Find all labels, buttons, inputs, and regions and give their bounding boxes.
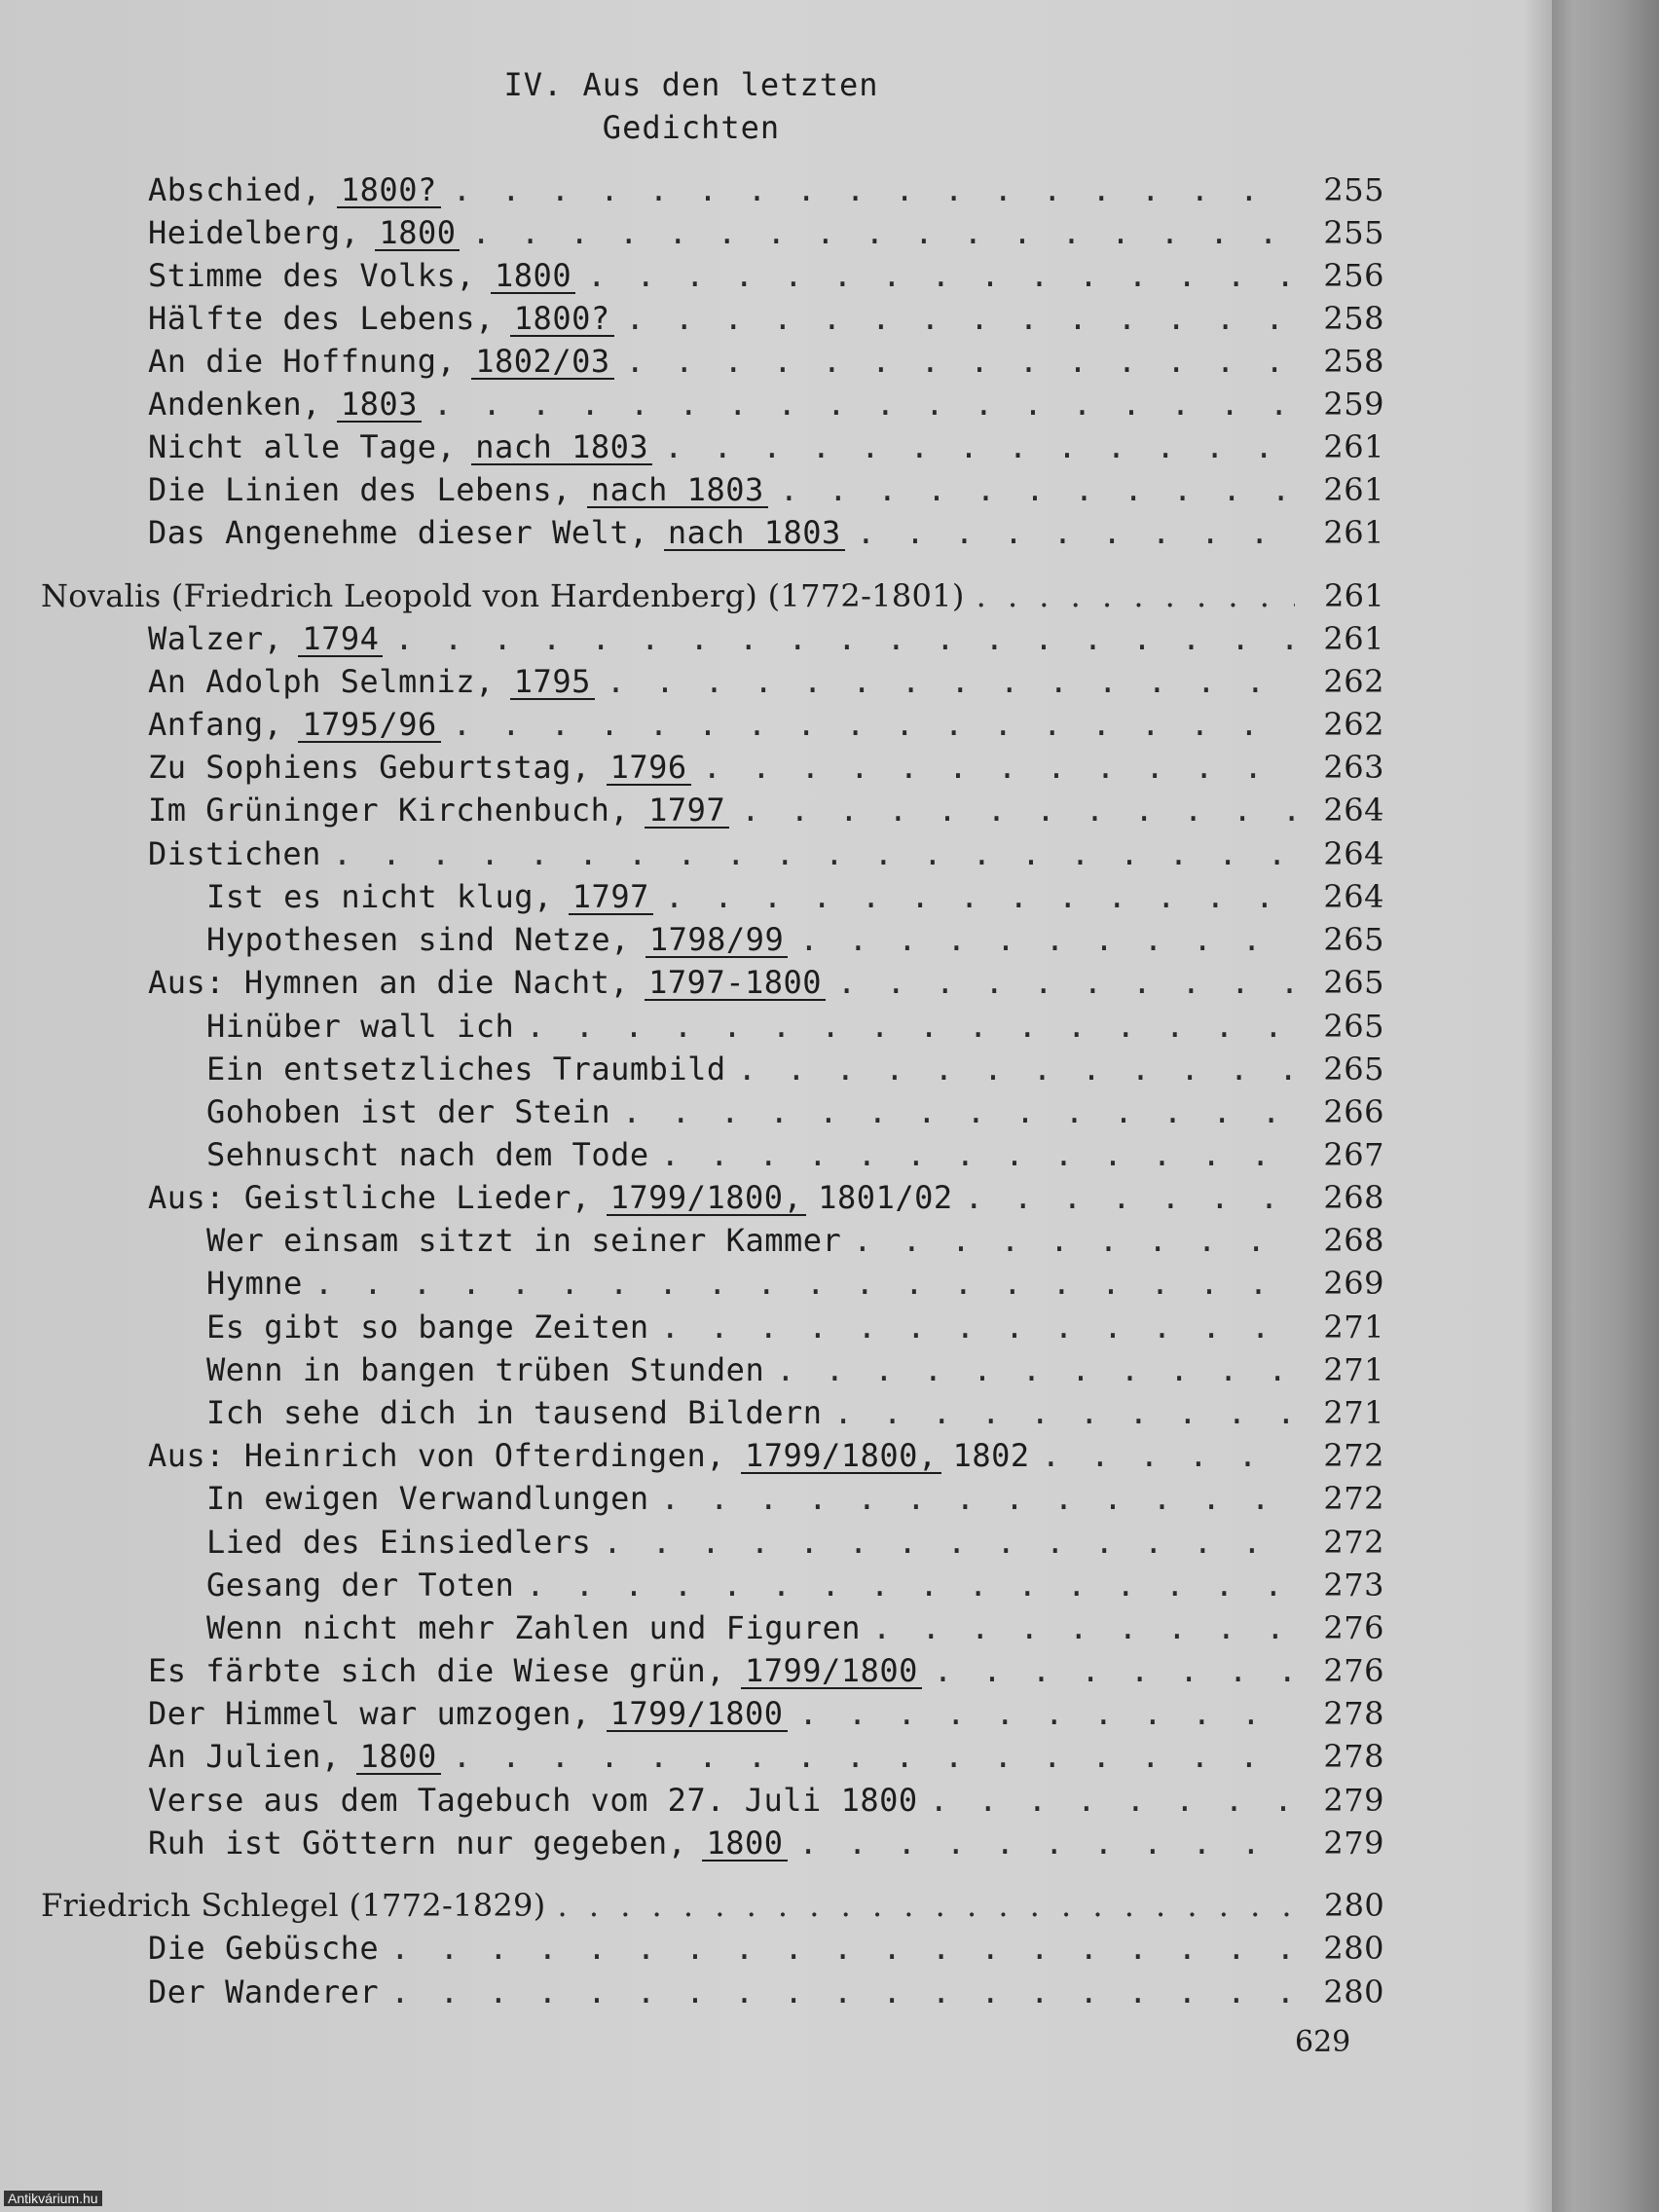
entry-date: 1795/96 [298, 708, 440, 743]
dot-leader [453, 1737, 1295, 1776]
entry-page: 261 [1324, 577, 1384, 614]
toc-entry-row [206, 1221, 1384, 1260]
dot-leader [1042, 1436, 1295, 1475]
dot-leader [661, 1135, 1295, 1174]
entry-page: 268 [1323, 1179, 1384, 1216]
dot-leader [661, 1479, 1295, 1518]
toc-entry-row [148, 748, 1384, 787]
dot-leader [626, 342, 1295, 381]
entry-page: 263 [1323, 749, 1384, 786]
dot-leader [314, 1264, 1295, 1303]
dot-leader [453, 170, 1295, 209]
entry-date: 1797 [569, 880, 653, 915]
toc-entry-row [148, 705, 1384, 744]
entry-title: Zu Sophiens Geburtstag, [148, 749, 591, 786]
entry-page: 264 [1323, 835, 1384, 872]
entry-title: Nicht alle Tage, [148, 428, 457, 465]
entry-page: 261 [1323, 620, 1384, 657]
entry-title: Das Angenehme dieser Welt, [148, 514, 648, 551]
dot-leader [333, 834, 1295, 873]
toc-author-row [41, 576, 1384, 615]
entry-date: 1795 [510, 665, 595, 700]
dot-leader [453, 705, 1295, 744]
entry-date: 1800 [375, 216, 460, 251]
toc-entry-row [206, 1350, 1384, 1389]
dot-leader [394, 619, 1295, 658]
entry-page: 280 [1324, 1887, 1384, 1924]
entry-title: Der Himmel war umzogen, [148, 1695, 591, 1732]
dot-leader [776, 1350, 1295, 1389]
entry-page: 280 [1323, 1930, 1384, 1967]
entry-title: Hymne [206, 1265, 303, 1302]
entry-title: Ruh ist Göttern nur gegeben, [148, 1825, 687, 1862]
entry-title: Es färbte sich die Wiese grün, [148, 1652, 725, 1689]
entry-page: 271 [1323, 1309, 1384, 1346]
entry-page: 265 [1323, 964, 1384, 1001]
dot-leader [390, 1929, 1295, 1968]
entry-title: Hälfte des Lebens, [148, 300, 495, 337]
entry-title: Die Linien des Lebens, [148, 471, 571, 508]
toc-entry-row [206, 1608, 1384, 1647]
toc-entry-row [148, 342, 1384, 381]
entry-page: 272 [1323, 1480, 1384, 1517]
entry-title: Walzer, [148, 620, 283, 657]
entry-page: 271 [1323, 1351, 1384, 1388]
entry-title: Es gibt so bange Zeiten [206, 1309, 649, 1346]
dot-leader [526, 1007, 1295, 1046]
dot-leader [665, 877, 1295, 916]
entry-title: Heidelberg, [148, 214, 360, 251]
toc-entry-row [148, 791, 1384, 830]
entry-page: 258 [1323, 300, 1384, 337]
entry-page: 261 [1323, 428, 1384, 465]
toc-entry-row [148, 1781, 1384, 1820]
entry-date: 1797-1800 [645, 966, 826, 1001]
dot-leader [471, 213, 1295, 252]
entry-page: 278 [1323, 1695, 1384, 1732]
entry-title: Hypothesen sind Netze, [206, 921, 630, 958]
dot-leader [738, 1050, 1295, 1088]
toc-entry-row [148, 963, 1384, 1002]
entry-date: 1800 [491, 259, 575, 294]
entry-title: Anfang, [148, 706, 283, 743]
toc-entry-row [148, 1436, 1384, 1475]
entry-title: Hinüber wall ich [206, 1008, 515, 1045]
entry-title: Novalis (Friedrich Leopold von Hardenberg) (1772-1801) [41, 577, 965, 614]
toc-entry-row [206, 1007, 1384, 1046]
entry-page: 272 [1323, 1524, 1384, 1561]
toc-entry-row [148, 1694, 1384, 1733]
entry-page: 262 [1323, 663, 1384, 700]
entry-page: 265 [1323, 1051, 1384, 1088]
toc-entry-row [148, 427, 1384, 466]
entry-page: 261 [1323, 471, 1384, 508]
dot-leader [390, 1972, 1295, 2011]
dot-leader [934, 1651, 1295, 1690]
entry-date: 1799/1800 [741, 1654, 922, 1689]
dot-leader [603, 1523, 1295, 1562]
entry-date: nach 1803 [471, 430, 652, 465]
dot-leader [526, 1566, 1295, 1604]
entry-title: Aus: Hymnen an die Nacht, [148, 964, 630, 1001]
entry-page: 268 [1323, 1222, 1384, 1259]
entry-title: Stimme des Volks, [148, 257, 476, 294]
entry-page: 271 [1323, 1394, 1384, 1431]
toc-entry-row [148, 834, 1384, 873]
entry-title: Distichen [148, 835, 321, 872]
dot-leader [664, 427, 1295, 466]
toc-entry-row [148, 213, 1384, 252]
entry-title: Die Gebüsche [148, 1930, 380, 1967]
dot-leader [930, 1781, 1295, 1820]
entry-title: Lied des Einsiedlers [206, 1524, 592, 1561]
entry-page: 273 [1323, 1567, 1384, 1604]
entry-title: An Julien, [148, 1738, 341, 1775]
page-shadow [1523, 0, 1552, 2212]
section-title-line1: IV. Aus den letzten [503, 66, 879, 103]
dot-leader [853, 1221, 1295, 1260]
entry-date: 1794 [298, 622, 383, 657]
toc-entry-row [206, 1050, 1384, 1088]
toc-author-row [41, 1886, 1384, 1925]
toc-entry-row [148, 1178, 1384, 1217]
toc-entry-row [206, 1479, 1384, 1518]
entry-title: Verse aus dem Tagebuch vom 27. Juli 1800 [148, 1782, 918, 1819]
toc-entry-row [206, 1523, 1384, 1562]
dot-leader [780, 470, 1295, 509]
toc-entry-row [148, 470, 1384, 509]
entry-date: 1799/1800 [607, 1697, 788, 1732]
dot-leader [799, 1694, 1296, 1733]
entry-date: nach 1803 [587, 473, 768, 508]
dot-leader [834, 1393, 1296, 1432]
page-number: 629 [1295, 2025, 1351, 2059]
entry-page: 279 [1323, 1782, 1384, 1819]
entry-title: Gesang der Toten [206, 1567, 515, 1604]
entry-page: 255 [1323, 171, 1384, 208]
entry-date: 1800 [702, 1826, 787, 1862]
dot-leader [857, 513, 1295, 552]
entry-date: 1796 [607, 751, 691, 786]
entry-title: Wenn in bangen trüben Stunden [206, 1351, 765, 1388]
dot-leader [558, 1886, 1296, 1925]
entry-title: Im Grüninger Kirchenbuch, [148, 792, 630, 829]
dot-leader [965, 1178, 1295, 1217]
toc-entry-row [206, 920, 1384, 959]
dot-leader [837, 963, 1295, 1002]
toc-entry-row [148, 256, 1384, 295]
entry-page: 276 [1323, 1652, 1384, 1689]
dot-leader [433, 385, 1295, 424]
toc-entry-row [206, 1566, 1384, 1604]
toc-entry-row [148, 619, 1384, 658]
toc-entry-row [206, 1393, 1384, 1432]
entry-page: 269 [1323, 1265, 1384, 1302]
entry-date: 1797 [645, 793, 729, 829]
entry-page: 266 [1323, 1093, 1384, 1130]
dot-leader [622, 1092, 1295, 1131]
dot-leader [872, 1608, 1295, 1647]
entry-page: 262 [1323, 706, 1384, 743]
toc-entry-row [148, 1651, 1384, 1690]
toc-entry-row [148, 1972, 1384, 2011]
toc-entry-row [206, 1092, 1384, 1131]
toc-entry-row [148, 662, 1384, 701]
watermark: Antikvárium.hu [4, 2191, 102, 2206]
entry-page: 272 [1323, 1437, 1384, 1474]
entry-page: 276 [1323, 1609, 1384, 1646]
dot-leader [741, 791, 1295, 830]
entry-title: Ein entsetzliches Traumbild [206, 1051, 726, 1088]
entry-title: Der Wanderer [148, 1973, 380, 2010]
entry-page: 264 [1323, 792, 1384, 829]
entry-date: 1799/1800, [741, 1439, 941, 1474]
entry-page: 255 [1323, 214, 1384, 251]
entry-title: Ich sehe dich in tausend Bildern [206, 1394, 823, 1431]
entry-page: 259 [1323, 386, 1384, 423]
dot-leader [703, 748, 1295, 787]
dot-leader [626, 299, 1295, 338]
entry-title: Sehnuscht nach dem Tode [206, 1136, 649, 1173]
entry-title: Wer einsam sitzt in seiner Kammer [206, 1222, 842, 1259]
entry-date: 1798/99 [645, 923, 788, 958]
toc-entry-row [206, 1264, 1384, 1303]
entry-title: Wenn nicht mehr Zahlen und Figuren [206, 1609, 862, 1646]
entry-title: Aus: Geistliche Lieder, [148, 1179, 591, 1216]
toc-entry-row [148, 513, 1384, 552]
entry-page: 261 [1323, 514, 1384, 551]
page-edge [1552, 0, 1659, 2212]
entry-title: Andenken, [148, 386, 321, 423]
toc-entry-row [148, 1929, 1384, 1968]
entry-date: 1799/1800, [607, 1181, 807, 1216]
entry-date: 1800? [337, 173, 441, 208]
entry-date-extra: 1801/02 [818, 1179, 953, 1216]
toc-entry-row [148, 1824, 1384, 1862]
entry-date-extra: 1802 [952, 1437, 1030, 1474]
toc-entry-row [206, 1135, 1384, 1174]
entry-date: 1800 [356, 1740, 441, 1775]
dot-leader [607, 662, 1295, 701]
entry-page: 279 [1323, 1825, 1384, 1862]
entry-page: 265 [1323, 1008, 1384, 1045]
entry-page: 278 [1323, 1738, 1384, 1775]
entry-date: 1803 [337, 387, 422, 423]
entry-page: 264 [1323, 878, 1384, 915]
toc-entry-row [148, 299, 1384, 338]
entry-page: 267 [1323, 1136, 1384, 1173]
dot-leader [799, 920, 1295, 959]
entry-title: Gohoben ist der Stein [206, 1093, 611, 1130]
entry-title: An Adolph Selmniz, [148, 663, 495, 700]
dot-leader [661, 1308, 1295, 1346]
toc-entry-row [206, 1308, 1384, 1346]
section-title-line2: Gedichten [602, 109, 781, 146]
toc-entry-row [148, 1737, 1384, 1776]
entry-date: 1800? [510, 302, 614, 337]
toc-entry-row [148, 385, 1384, 424]
dot-leader [799, 1824, 1296, 1862]
entry-title: Ist es nicht klug, [206, 878, 553, 915]
entry-date: 1802/03 [471, 345, 613, 380]
toc-entry-row [148, 170, 1384, 209]
entry-page: 280 [1323, 1973, 1384, 2010]
dot-leader [977, 576, 1295, 615]
entry-title: Aus: Heinrich von Ofterdingen, [148, 1437, 725, 1474]
entry-page: 265 [1323, 921, 1384, 958]
entry-title: An die Hoffnung, [148, 343, 457, 380]
entry-date: nach 1803 [664, 516, 845, 551]
entry-title: Abschied, [148, 171, 321, 208]
entry-page: 258 [1323, 343, 1384, 380]
entry-title: Friedrich Schlegel (1772-1829) [41, 1887, 546, 1924]
entry-page: 256 [1323, 257, 1384, 294]
dot-leader [587, 256, 1295, 295]
toc-entry-row [206, 877, 1384, 916]
entry-title: In ewigen Verwandlungen [206, 1480, 649, 1517]
